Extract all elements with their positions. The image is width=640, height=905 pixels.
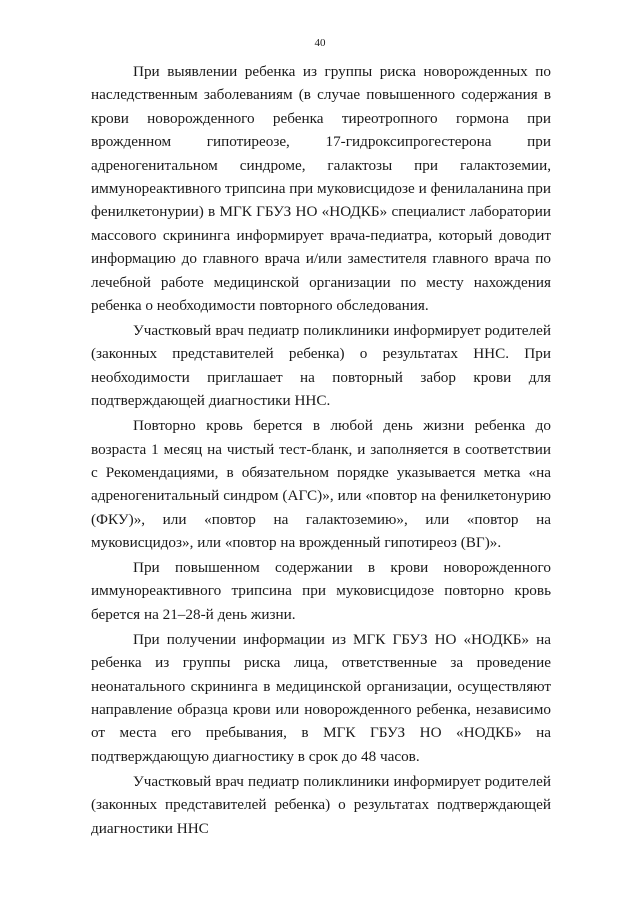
paragraph-screening-risk-notification: При выявлении ребенка из группы риска новорожденных по наследственным заболеваниям (в случае повышенного содержания в крови новорожденного ребенка тиреотропного гормона при врожденном гипотиреозе, 17-гидроксипрогестерона при адреногенитальном синдроме, галактозы при галактоземии, иммунореактивного трипсина при муковисцидозе и фенилаланина при фенилкетонурии) в МГК ГБУЗ НО «НОДКБ» специалист лаборатории массового скрининга информирует врача-педиатра, который доводит информацию до главного врача и/или заместителя главного врача по лечебной работе медицинской организации по месту нахождения ребенка о необходимости повторного обследования. — [91, 63, 551, 315]
paragraph-confirmatory-diagnostics-referral: При получении информации из МГК ГБУЗ НО «НОДКБ» на ребенка из группы риска лица, ответственные за проведение неонатального скрининга в медицинской организации, осуществляют направление образца крови или новорожденного ребенка, независимо от места его пребывания, в МГК ГБУЗ НО «НОДКБ» на подтверждающую диагностику в срок до 48 часов. — [91, 630, 551, 765]
paragraph-pediatrician-informs-parents: Участковый врач педиатр поликлиники информирует родителей (законных представителей ребенка) о результатах ННС. При необходимости приглашает на повторный забор крови для подтверждающей диагностики ННС. — [91, 321, 551, 410]
page-number: 40 — [314, 37, 326, 49]
document-body — [91, 60, 551, 841]
paragraph-repeat-blood-sampling: Повторно кровь берется в любой день жизни ребенка до возраста 1 месяц на чистый тест-бланк, и заполняется в соответствии с Рекомендациями, в обязательном порядке указывается метка «на адреногенитальный синдром (АГС)», или «повтор на фенилкетонурию (ФКУ)», или «повтор на галактоземию», или «повтор на муковисцидоз», или «повтор на врожденный гипотиреоз (ВГ)». — [91, 417, 551, 552]
paragraph-cystic-fibrosis-retest: При повышенном содержании в крови новорожденного иммунореактивного трипсина при муковисцидозе повторно кровь берется на 21–28-й день жизни. — [91, 559, 551, 623]
paragraph-confirmatory-results: Участковый врач педиатр поликлиники информирует родителей (законных представителей ребенка) о результатах подтверждающей диагностики ННС — [91, 772, 551, 837]
